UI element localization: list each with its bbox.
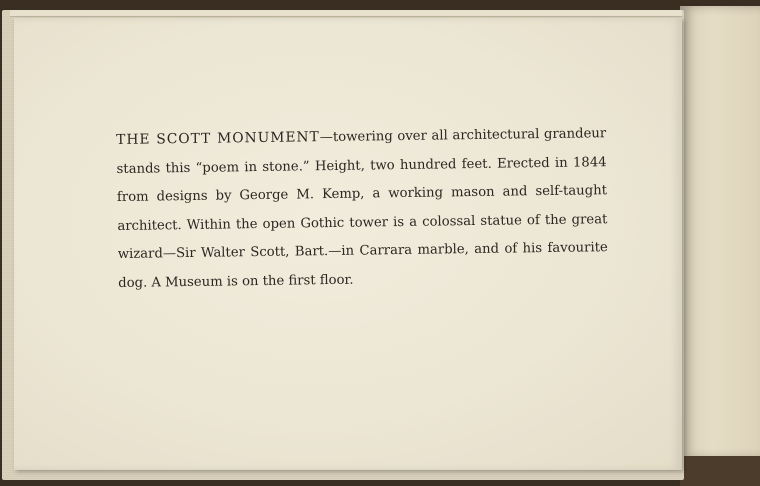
caption-heading: THE SCOTT MONUMENT [116,129,320,148]
binding-edge [680,456,760,486]
monument-caption [116,119,608,298]
facing-page [680,6,760,458]
caption-body: —towering over all architectural grandeur stands this “poem in stone.” Height, two hundred feet. Erected in 1844 from designs by George M. Kemp, a working mason and self-taught architect. Within the open Gothic tower is a colossal statue of the great wizard—Sir Walter Scott, Bart.—in Carrara marble, and of his favourite dog. A Museum is on the first floor. [116,126,608,291]
page-top-edge [10,10,682,17]
